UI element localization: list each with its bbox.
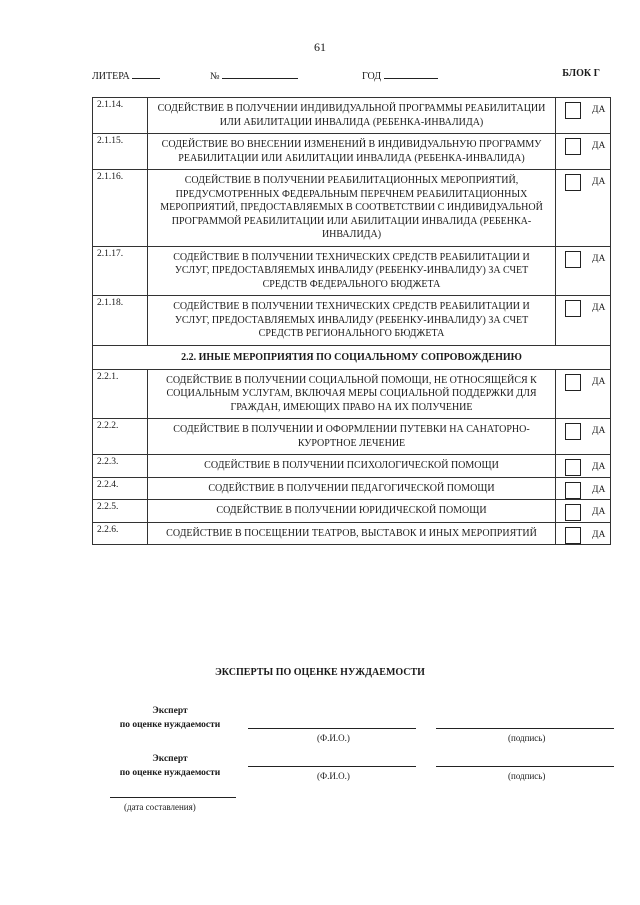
measure-code: 2.1.18. (93, 296, 148, 346)
yes-checkbox[interactable] (565, 251, 581, 268)
measure-description: СОДЕЙСТВИЕ В ПОЛУЧЕНИИ ПЕДАГОГИЧЕСКОЙ ПОМОЩИ (148, 477, 556, 500)
measure-code: 2.2.3. (93, 455, 148, 478)
measure-description: СОДЕЙСТВИЕ В ПОЛУЧЕНИИ ПСИХОЛОГИЧЕСКОЙ ПОМОЩИ (148, 455, 556, 478)
measure-code: 2.2.1. (93, 369, 148, 419)
block-label: БЛОК Г (562, 68, 600, 79)
yes-label: ДА (592, 426, 606, 436)
yes-label: ДА (592, 253, 606, 264)
expert-1-title: Эксперт (152, 706, 188, 716)
date-line[interactable] (110, 797, 236, 798)
measure-description: СОДЕЙСТВИЕ В ПОЛУЧЕНИИ ТЕХНИЧЕСКИХ СРЕДСТВ РЕАБИЛИТАЦИИ И УСЛУГ, ПРЕДОСТАВЛЯЕМЫХ ИНВАЛИДУ (РЕБЕНКУ-ИНВАЛИДУ) ЗА СЧЕТ СРЕДСТВ ФЕДЕРАЛЬНОГО БЮДЖЕТА (148, 246, 556, 296)
year-label: ГОД (362, 71, 382, 82)
yes-label: ДА (592, 462, 606, 472)
section-header-row (93, 345, 611, 369)
measure-yes-cell (556, 477, 611, 500)
number-field (210, 68, 298, 82)
yes-label: ДА (592, 484, 606, 495)
measure-description: СОДЕЙСТВИЕ В ПОЛУЧЕНИИ ИНДИВИДУАЛЬНОЙ ПРОГРАММЫ РЕАБИЛИТАЦИИ ИЛИ АБИЛИТАЦИИ ИНВАЛИДА (РЕБЕНКА-ИНВАЛИДА) (148, 98, 556, 134)
yes-label: ДА (592, 529, 606, 540)
measure-row (93, 522, 611, 545)
measure-yes-cell (556, 246, 611, 296)
number-label: № (210, 71, 220, 82)
expert-2-fio-line[interactable] (248, 766, 416, 767)
section-2-2-title: 2.2. ИНЫЕ МЕРОПРИЯТИЯ ПО СОЦИАЛЬНОМУ СОПРОВОЖДЕНИЮ (93, 345, 611, 369)
yes-label: ДА (592, 177, 606, 187)
litera-label: ЛИТЕРА (92, 71, 130, 82)
yes-checkbox[interactable] (565, 102, 581, 119)
year-blank[interactable] (384, 68, 438, 79)
measure-yes-cell (556, 170, 611, 247)
measure-code: 2.1.16. (93, 170, 148, 247)
expert-1-subtitle: по оценке нуждаемости (119, 720, 221, 730)
expert-1-label (105, 704, 235, 732)
yes-checkbox[interactable] (565, 374, 581, 391)
measure-code: 2.1.17. (93, 246, 148, 296)
measure-row (93, 134, 611, 170)
yes-checkbox[interactable] (565, 300, 581, 317)
year-field (362, 68, 438, 82)
measure-description: СОДЕЙСТВИЕ В ПОЛУЧЕНИИ И ОФОРМЛЕНИИ ПУТЕВКИ НА САНАТОРНО-КУРОРТНОЕ ЛЕЧЕНИЕ (148, 419, 556, 455)
measure-yes-cell (556, 369, 611, 419)
experts-title: ЭКСПЕРТЫ ПО ОЦЕНКЕ НУЖДАЕМОСТИ (215, 667, 425, 678)
expert-2-signature-line[interactable] (436, 766, 614, 767)
expert-2-fio-caption: (Ф.И.О.) (317, 771, 350, 781)
measure-row (93, 369, 611, 419)
expert-1-signature-caption: (подпись) (508, 733, 546, 743)
form-header (92, 68, 600, 84)
expert-2-signature-caption: (подпись) (508, 771, 546, 781)
measure-row (93, 500, 611, 523)
measure-code: 2.1.14. (93, 98, 148, 134)
measure-description: СОДЕЙСТВИЕ В ПОЛУЧЕНИИ РЕАБИЛИТАЦИОННЫХ МЕРОПРИЯТИЙ, ПРЕДУСМОТРЕННЫХ ФЕДЕРАЛЬНЫМ ПЕРЕЧНЕМ РЕАБИЛИТАЦИОННЫХ МЕРОПРИЯТИЙ, ПРЕДОСТАВЛЯЕМЫХ В СООТВЕТСТВИИ С ИНДИВИДУАЛЬНОЙ ПРОГРАММОЙ РЕАБИЛИТАЦИИ ИЛИ АБИЛИТАЦИИ ИНВАЛИДА (РЕБЕНКА-ИНВАЛИДА) (148, 170, 556, 247)
expert-2-subtitle: по оценке нуждаемости (119, 768, 221, 778)
yes-checkbox[interactable] (565, 174, 581, 191)
measure-yes-cell (556, 134, 611, 170)
measure-yes-cell (556, 98, 611, 134)
measure-code: 2.2.2. (93, 419, 148, 455)
measure-row (93, 477, 611, 500)
date-caption: (дата составления) (124, 802, 196, 812)
measure-yes-cell (556, 522, 611, 545)
measure-description: СОДЕЙСТВИЕ В ПОЛУЧЕНИИ ЮРИДИЧЕСКОЙ ПОМОЩИ (148, 500, 556, 523)
measure-code: 2.2.6. (93, 522, 148, 545)
litera-blank[interactable] (132, 68, 160, 79)
measure-row (93, 296, 611, 346)
measure-description: СОДЕЙСТВИЕ В ПОСЕЩЕНИИ ТЕАТРОВ, ВЫСТАВОК И ИНЫХ МЕРОПРИЯТИЙ (148, 522, 556, 545)
number-blank[interactable] (222, 68, 298, 79)
expert-1-fio-caption: (Ф.И.О.) (317, 733, 350, 743)
yes-checkbox[interactable] (565, 138, 581, 155)
expert-1-signature-line[interactable] (436, 728, 614, 729)
yes-checkbox[interactable] (565, 423, 581, 440)
yes-label: ДА (592, 507, 606, 517)
yes-label: ДА (592, 141, 606, 151)
measure-yes-cell (556, 296, 611, 346)
litera-field (92, 68, 160, 82)
yes-label: ДА (592, 105, 606, 115)
measure-description: СОДЕЙСТВИЕ В ПОЛУЧЕНИИ СОЦИАЛЬНОЙ ПОМОЩИ, НЕ ОТНОСЯЩЕЙСЯ К СОЦИАЛЬНЫМ УСЛУГАМ, ВКЛЮЧАЯ МЕРЫ СОЦИАЛЬНОЙ ПОДДЕРЖКИ ДЛЯ ГРАЖДАН, ИМЕЮЩИХ ПРАВО НА ИХ ПОЛУЧЕНИЕ (148, 369, 556, 419)
measures-table (92, 97, 611, 545)
measure-row (93, 170, 611, 247)
yes-label: ДА (592, 376, 606, 387)
yes-checkbox[interactable] (565, 504, 581, 521)
yes-checkbox[interactable] (565, 459, 581, 476)
measure-yes-cell (556, 500, 611, 523)
yes-checkbox[interactable] (565, 527, 581, 544)
page-number: 61 (314, 40, 326, 54)
measure-row (93, 246, 611, 296)
yes-label: ДА (592, 303, 606, 313)
expert-2-label (105, 752, 235, 780)
measure-code: 2.1.15. (93, 134, 148, 170)
measure-row (93, 98, 611, 134)
measure-description: СОДЕЙСТВИЕ ВО ВНЕСЕНИИ ИЗМЕНЕНИЙ В ИНДИВИДУАЛЬНУЮ ПРОГРАММУ РЕАБИЛИТАЦИИ ИЛИ АБИЛИТАЦИИ ИНВАЛИДА (РЕБЕНКА-ИНВАЛИДА) (148, 134, 556, 170)
measure-code: 2.2.5. (93, 500, 148, 523)
measure-yes-cell (556, 419, 611, 455)
expert-2-title: Эксперт (152, 754, 188, 764)
measure-description: СОДЕЙСТВИЕ В ПОЛУЧЕНИИ ТЕХНИЧЕСКИХ СРЕДСТВ РЕАБИЛИТАЦИИ И УСЛУГ, ПРЕДОСТАВЛЯЕМЫХ ИНВАЛИДУ (РЕБЕНКУ-ИНВАЛИДУ) ЗА СЧЕТ СРЕДСТВ РЕГИОНАЛЬНОГО БЮДЖЕТА (148, 296, 556, 346)
expert-1-fio-line[interactable] (248, 728, 416, 729)
measure-code: 2.2.4. (93, 477, 148, 500)
measure-yes-cell (556, 455, 611, 478)
yes-checkbox[interactable] (565, 482, 581, 499)
measure-row (93, 419, 611, 455)
measure-row (93, 455, 611, 478)
